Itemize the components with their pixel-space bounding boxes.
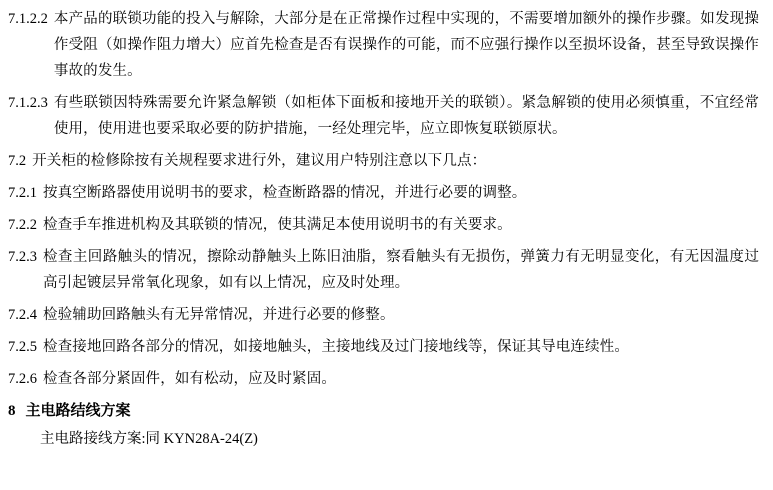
paragraph-7-1-2-3	[8, 90, 759, 142]
paragraph-text: 检查手车推进机构及其联锁的情况，使其满足本使用说明书的有关要求。	[43, 217, 512, 233]
paragraph-7-2-2	[8, 212, 759, 238]
paragraph-text: 有些联锁因特殊需要允许紧急解锁（如柜体下面板和接地开关的联锁）。紧急解锁的使用必须慎重，不宜经常使用，使用进也要采取必要的防护措施，一经处理完毕，应立即恢复联锁原状。	[53, 95, 759, 137]
closing-line: 主电路接线方案:同 KYN28A-24(Z)	[40, 431, 258, 447]
paragraph-number: 7.2.6	[8, 371, 37, 387]
section-title: 主电路结线方案	[25, 403, 131, 419]
paragraph-number: 7.2.4	[8, 307, 37, 323]
paragraph-7-2-5	[8, 334, 759, 360]
section-heading-8	[8, 398, 759, 424]
paragraph-number: 7.2.3	[8, 249, 37, 265]
paragraph-text: 按真空断路器使用说明书的要求，检查断路器的情况，并进行必要的调整。	[43, 185, 527, 201]
paragraph-text: 开关柜的检修除按有关规程要求进行外，建议用户特别注意以下几点：	[32, 153, 487, 169]
paragraph-7-2	[8, 148, 759, 174]
paragraph-7-2-6	[8, 366, 759, 392]
paragraph-7-1-2-2	[8, 6, 759, 84]
section-number: 8	[8, 403, 16, 419]
paragraph-number: 7.1.2.3	[8, 95, 48, 111]
paragraph-7-2-4	[8, 302, 759, 328]
paragraph-text: 检查接地回路各部分的情况，如接地触头，主接地线及过门接地线等，保证其导电连续性。	[43, 339, 629, 355]
paragraph-number: 7.2.5	[8, 339, 37, 355]
paragraph-number: 7.2	[8, 153, 27, 169]
paragraph-text: 本产品的联锁功能的投入与解除，大部分是在正常操作过程中实现的，不需要增加额外的操作步骤。如发现操作受阻（如操作阻力增大）应首先检查是否有误操作的可能，而不应强行操作以至损坏设备，甚至导致误操作事故的发生。	[53, 11, 759, 79]
paragraph-number: 7.2.1	[8, 185, 37, 201]
paragraph-number: 7.1.2.2	[8, 11, 48, 27]
paragraph-7-2-3	[8, 244, 759, 296]
paragraph-text: 检查各部分紧固件，如有松动，应及时紧固。	[43, 371, 336, 387]
paragraph-text: 检查主回路触头的情况，擦除动静触头上陈旧油脂，察看触头有无损伤，弹簧力有无明显变化，有无因温度过高引起镀层异常氧化现象，如有以上情况，应及时处理。	[43, 249, 759, 291]
paragraph-number: 7.2.2	[8, 217, 37, 233]
paragraph-text: 检验辅助回路触头有无异常情况，并进行必要的修整。	[43, 307, 395, 323]
paragraph-7-2-1	[8, 180, 759, 206]
